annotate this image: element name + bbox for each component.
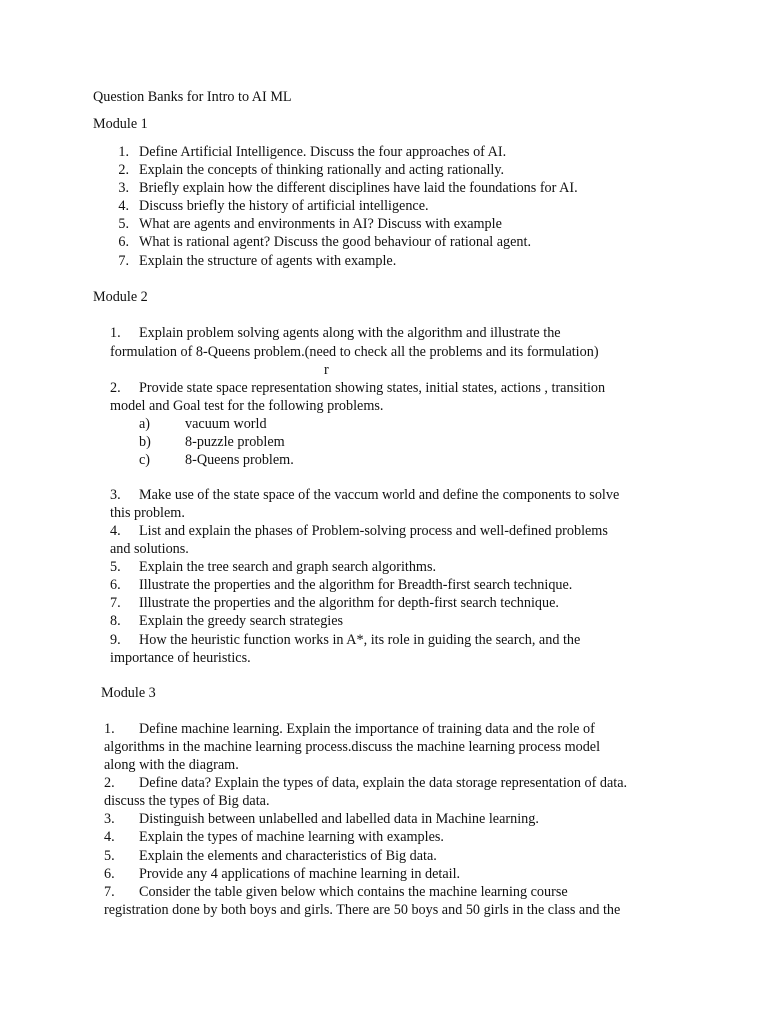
list-item-number: 2. (118, 162, 129, 178)
module-3-heading: Module 3 (101, 685, 156, 701)
list-item: Explain the concepts of thinking rationally and acting rationally. (139, 162, 505, 178)
list-item: Define machine learning. Explain the importance of training data and the role of (139, 721, 595, 737)
list-item-number: 9. (110, 632, 121, 648)
list-item-number: 7. (104, 884, 115, 900)
list-item-number: 5. (104, 848, 115, 864)
list-item-continuation: algorithms in the machine learning process.discuss the machine learning process model (104, 739, 601, 755)
list-item: Discuss briefly the history of artificial intelligence. (139, 198, 429, 214)
list-item-continuation: this problem. (110, 505, 185, 521)
sub-item-label: c) (139, 452, 151, 468)
list-item-number: 2. (104, 775, 115, 791)
list-item-number: 4. (104, 829, 115, 845)
sub-item: vacuum world (185, 416, 267, 432)
sub-item-label: a) (139, 416, 151, 432)
module-1-heading: Module 1 (93, 116, 148, 132)
list-item-number: 3. (110, 487, 121, 503)
list-item: Explain the structure of agents with example. (139, 253, 397, 269)
sub-item: 8-puzzle problem (185, 434, 285, 450)
list-item: Make use of the state space of the vaccum world and define the components to solve (139, 487, 620, 503)
list-item: Define Artificial Intelligence. Discuss the four approaches of AI. (139, 144, 507, 160)
list-item-number: 1. (110, 325, 121, 341)
list-item: Briefly explain how the different disciplines have laid the foundations for AI. (139, 180, 578, 196)
list-item: Distinguish between unlabelled and labelled data in Machine learning. (139, 811, 539, 827)
list-item: Explain problem solving agents along with the algorithm and illustrate the (139, 325, 561, 341)
sub-item-label: b) (139, 434, 151, 450)
list-item-number: 5. (110, 559, 121, 575)
list-item: Explain the elements and characteristics of Big data. (139, 848, 437, 864)
list-item: How the heuristic function works in A*, its role in guiding the search, and the (139, 632, 581, 648)
sub-item: 8-Queens problem. (185, 452, 294, 468)
page-title: Question Banks for Intro to AI ML (93, 89, 292, 105)
stray-character: r (324, 362, 329, 378)
list-item-continuation: formulation of 8-Queens problem.(need to check all the problems and its formulation) (110, 344, 599, 360)
list-item: What are agents and environments in AI? Discuss with example (139, 216, 502, 232)
list-item-number: 3. (104, 811, 115, 827)
list-item: Illustrate the properties and the algorithm for depth-first search technique. (139, 595, 559, 611)
list-item-number: 2. (110, 380, 121, 396)
list-item-continuation: along with the diagram. (104, 757, 239, 773)
list-item-continuation: and solutions. (110, 541, 189, 557)
list-item-number: 7. (118, 253, 129, 269)
list-item-number: 6. (104, 866, 115, 882)
list-item: Explain the tree search and graph search algorithms. (139, 559, 437, 575)
list-item: Provide state space representation showing states, initial states, actions , transition (139, 380, 606, 396)
list-item: What is rational agent? Discuss the good behaviour of rational agent. (139, 234, 532, 250)
list-item-continuation: discuss the types of Big data. (104, 793, 270, 809)
list-item-number: 3. (118, 180, 129, 196)
list-item-number: 8. (110, 613, 121, 629)
list-item-number: 4. (118, 198, 129, 214)
list-item: Illustrate the properties and the algorithm for Breadth-first search technique. (139, 577, 573, 593)
list-item-number: 6. (110, 577, 121, 593)
list-item-continuation: registration done by both boys and girls. There are 50 boys and 50 girls in the class and the (104, 902, 621, 918)
list-item: Consider the table given below which contains the machine learning course (139, 884, 568, 900)
list-item: Explain the greedy search strategies (139, 613, 344, 629)
list-item: Define data? Explain the types of data, explain the data storage representation of data. (139, 775, 628, 791)
module-2-heading: Module 2 (93, 289, 148, 305)
list-item-number: 4. (110, 523, 121, 539)
list-item-continuation: importance of heuristics. (110, 650, 251, 666)
list-item-number: 1. (118, 144, 129, 160)
list-item: List and explain the phases of Problem-solving process and well-defined problems (139, 523, 608, 539)
list-item-number: 7. (110, 595, 121, 611)
list-item-number: 6. (118, 234, 129, 250)
list-item-number: 5. (118, 216, 129, 232)
list-item: Explain the types of machine learning with examples. (139, 829, 444, 845)
list-item-number: 1. (104, 721, 115, 737)
list-item-continuation: model and Goal test for the following problems. (110, 398, 384, 414)
list-item: Provide any 4 applications of machine learning in detail. (139, 866, 461, 882)
